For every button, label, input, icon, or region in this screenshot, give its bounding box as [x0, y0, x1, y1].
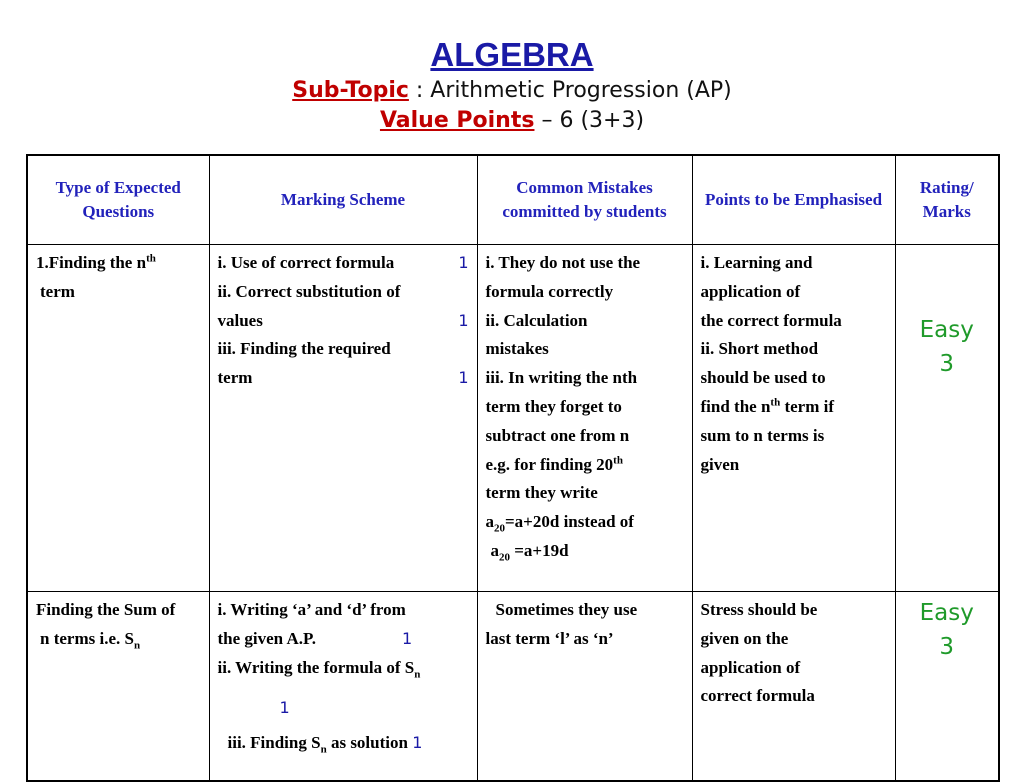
mistake-line: Sometimes they use [495, 600, 638, 619]
mistake-line: ii. Calculation [485, 310, 588, 330]
rating-label: Easy [919, 600, 974, 626]
marking-line [218, 682, 469, 723]
subtopic-line [0, 76, 1024, 106]
rating-cell [895, 245, 999, 592]
question-type-text: term [40, 281, 75, 301]
common-mistakes-cell [477, 245, 692, 592]
subscript: 20 [494, 522, 505, 535]
marking-line: ii. Writing the formula of $S_n$ [217, 657, 421, 680]
subscript: n [133, 639, 141, 652]
mistake-line: i. They do not use the [485, 253, 641, 272]
table-row [27, 245, 999, 592]
common-mistakes-cell [477, 592, 692, 782]
mistake-line: $a_{20}=a+20d$ instead of [485, 512, 634, 535]
point-line: ii. Short method [700, 339, 819, 359]
question-type-text: n terms i.e. S [40, 628, 134, 648]
rating-value: 3 [939, 634, 955, 660]
subtopic-label: Sub-Topic [292, 78, 409, 103]
value-points-line [0, 106, 1024, 136]
marking-line: iii. Finding the required [217, 339, 391, 359]
question-type-cell [27, 245, 209, 592]
marking-line: the given A.P. 1 [217, 628, 413, 648]
slide-title: ALGEBRA [430, 36, 594, 73]
question-type-text: 1.Finding the n [36, 253, 147, 272]
mistake-line: subtract one from n [485, 425, 630, 445]
column-header-common-mistakes: Common Mistakes committed by students [477, 155, 692, 245]
point-line: application of [700, 281, 801, 301]
point-line: sum to n terms is [700, 425, 825, 445]
point-line: given on the [700, 628, 789, 648]
mark-value: 1 [402, 628, 413, 648]
marking-line: ii. Correct substitution of [217, 281, 401, 301]
point-line: Stress should be [700, 600, 818, 619]
table-row [27, 592, 999, 782]
column-header-question-type: Type of Expected Questions [27, 155, 209, 245]
mistake-line: term they forget to [485, 396, 622, 416]
point-line: find the $n^{th}$ term if [700, 396, 835, 416]
point-line: correct formula [700, 686, 815, 706]
subscript: n [414, 667, 421, 680]
question-type-text: Finding the Sum of [36, 600, 176, 619]
marking-line: i. Use of correct formula 1 [218, 249, 469, 278]
marking-line: iii. Finding $S_n$ as solution 1 [227, 733, 423, 756]
rating-value: 3 [939, 351, 955, 377]
mistake-line: last term ‘l’ as ‘n’ [485, 628, 614, 648]
point-line: i. Learning and [700, 253, 813, 272]
rating-label: Easy [919, 317, 974, 343]
mistake-line: mistakes [485, 339, 549, 359]
point-line: application of [700, 657, 801, 677]
points-emphasised-cell [692, 592, 895, 782]
mistake-line: $a_{20} =a+19d$ [490, 540, 569, 564]
mistake-line: term they write [485, 483, 598, 503]
column-header-rating: Rating/ Marks [895, 155, 999, 245]
mark-value: 1 [458, 310, 469, 330]
point-line: given [700, 454, 740, 474]
column-header-points-emphasised: Points to be Emphasised [692, 155, 895, 245]
table-header-row [27, 155, 999, 245]
marking-line: values 1 [218, 307, 469, 336]
question-type-cell [27, 592, 209, 782]
marking-scheme-cell [209, 245, 477, 592]
value-points-table [26, 154, 1000, 782]
value-points-label: Value Points [379, 108, 535, 133]
slide-header [0, 34, 1024, 136]
mistake-line: iii. In writing the nth [485, 368, 638, 388]
superscript: th [613, 453, 623, 466]
mark-value: 1 [458, 368, 469, 388]
marking-scheme-cell [209, 592, 477, 782]
rating-cell [895, 592, 999, 782]
column-header-marking-scheme: Marking Scheme [209, 155, 477, 245]
point-line: the correct formula [700, 310, 842, 330]
marking-line: i. Writing ‘a’ and ‘d’ from [217, 600, 406, 619]
marking-line: term 1 [218, 364, 469, 393]
value-points-value: – 6 (3+3) [541, 108, 645, 133]
points-emphasised-cell [692, 245, 895, 592]
subtopic-value: : Arithmetic Progression (AP) [415, 78, 732, 103]
point-line: should be used to [700, 368, 826, 388]
mark-value: 1 [458, 253, 469, 272]
subscript: n [320, 743, 327, 756]
mark-value: 1 [412, 733, 423, 753]
mistake-line: e.g. for finding 20th [485, 453, 623, 474]
subscript: 20 [499, 551, 510, 564]
superscript: th [146, 252, 156, 265]
superscript: th [770, 396, 781, 409]
mark-value: 1 [279, 698, 290, 718]
mistake-line: formula correctly [485, 281, 614, 301]
